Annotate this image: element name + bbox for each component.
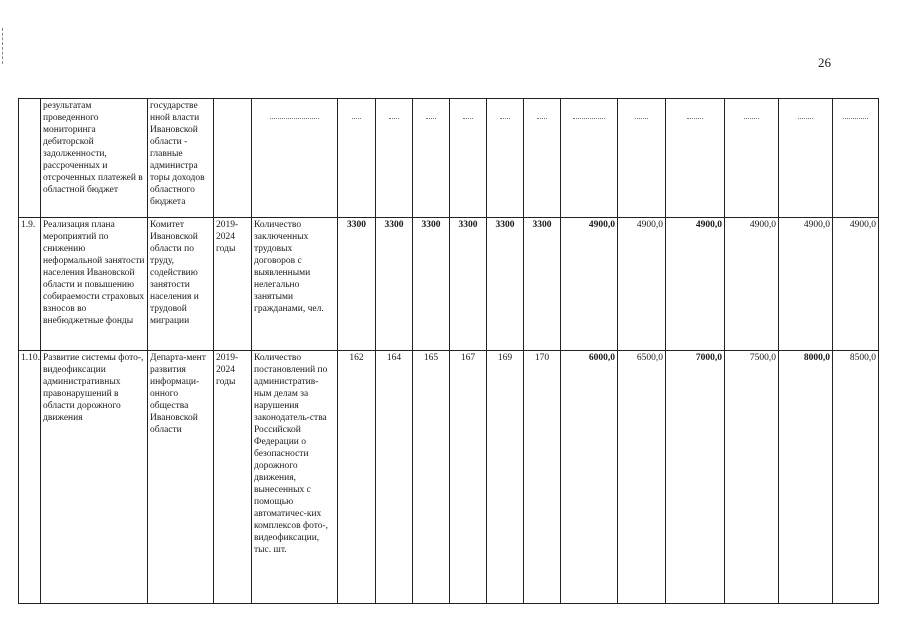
scan-mark — [270, 118, 319, 119]
row-number: 1.10. — [19, 351, 41, 604]
finance-2024: 8500,0 — [833, 351, 879, 604]
value-2022: 167 — [450, 351, 487, 604]
table-row — [19, 218, 879, 351]
executor: Комитет Ивановской области по труду, содействию занятости населения и трудовой миграции — [148, 218, 214, 351]
scan-mark — [426, 118, 436, 119]
indicator: Количество постановлений по административ-ным делам за нарушения законодатель-ства Российской Федерации о безопасности дорожного движения, вынесенных с помощью автоматичес-ких комплексов фото-, видеофиксации, тыс. шт. — [252, 351, 338, 604]
finance-2020 — [618, 99, 666, 218]
scan-mark — [744, 118, 759, 119]
finance-2023 — [779, 99, 833, 218]
value-2021: 3300 — [413, 218, 450, 351]
finance-2024 — [833, 99, 879, 218]
finance-2021 — [666, 99, 725, 218]
measure-name: Развитие системы фото-, видеофиксации административных правонарушений в области дорожного движения — [41, 351, 148, 604]
value-2024: 3300 — [524, 218, 561, 351]
finance-2020: 6500,0 — [618, 351, 666, 604]
value-2022 — [450, 99, 487, 218]
years: 2019-2024 годы — [214, 218, 252, 351]
finance-2022: 4900,0 — [725, 218, 779, 351]
value-2020: 3300 — [376, 218, 413, 351]
finance-2019: 4900,0 — [561, 218, 618, 351]
scan-mark — [798, 118, 813, 119]
finance-2023: 4900,0 — [779, 218, 833, 351]
value-2022: 3300 — [450, 218, 487, 351]
value-2024: 170 — [524, 351, 561, 604]
value-2021: 165 — [413, 351, 450, 604]
years — [214, 99, 252, 218]
scan-mark — [843, 118, 868, 119]
years: 2019-2024 годы — [214, 351, 252, 604]
margin-mark — [2, 28, 5, 64]
scan-mark — [463, 118, 473, 119]
indicator: Количество заключенных трудовых договоров с выявленными нелегально занятыми гражданами, чел. — [252, 218, 338, 351]
finance-2021: 7000,0 — [666, 351, 725, 604]
indicator — [252, 99, 338, 218]
value-2019: 3300 — [338, 218, 376, 351]
scan-mark — [500, 118, 510, 119]
row-number — [19, 99, 41, 218]
finance-2022: 7500,0 — [725, 351, 779, 604]
measure-name: результатам проведенного мониторинга дебиторской задолженности, рассроченных и отсроченных платежей в областной бюджет — [41, 99, 148, 218]
finance-2019: 6000,0 — [561, 351, 618, 604]
finance-2019 — [561, 99, 618, 218]
finance-2022 — [725, 99, 779, 218]
finance-2021: 4900,0 — [666, 218, 725, 351]
measure-name: Реализация плана мероприятий по снижению неформальной занятости населения Ивановской области и повышению собираемости страховых взносов во внебюджетные фонды — [41, 218, 148, 351]
scan-mark — [537, 118, 547, 119]
measures-table — [18, 98, 879, 604]
scan-mark — [687, 118, 703, 119]
finance-2023: 8000,0 — [779, 351, 833, 604]
value-2020: 164 — [376, 351, 413, 604]
row-number: 1.9. — [19, 218, 41, 351]
value-2019: 162 — [338, 351, 376, 604]
table-row — [19, 99, 879, 218]
value-2023 — [487, 99, 524, 218]
scan-mark — [389, 118, 399, 119]
scan-mark — [635, 118, 648, 119]
value-2021 — [413, 99, 450, 218]
value-2020 — [376, 99, 413, 218]
scan-mark — [352, 118, 362, 119]
table-row — [19, 351, 879, 604]
value-2023: 169 — [487, 351, 524, 604]
scan-mark — [573, 118, 604, 119]
finance-2020: 4900,0 — [618, 218, 666, 351]
executor: государстве нной власти Ивановской области - главные администра торы доходов областного бюджета — [148, 99, 214, 218]
value-2019 — [338, 99, 376, 218]
value-2024 — [524, 99, 561, 218]
finance-2024: 4900,0 — [833, 218, 879, 351]
executor: Департа-мент развития информаци-онного общества Ивановской области — [148, 351, 214, 604]
value-2023: 3300 — [487, 218, 524, 351]
page-number: 26 — [818, 55, 831, 70]
